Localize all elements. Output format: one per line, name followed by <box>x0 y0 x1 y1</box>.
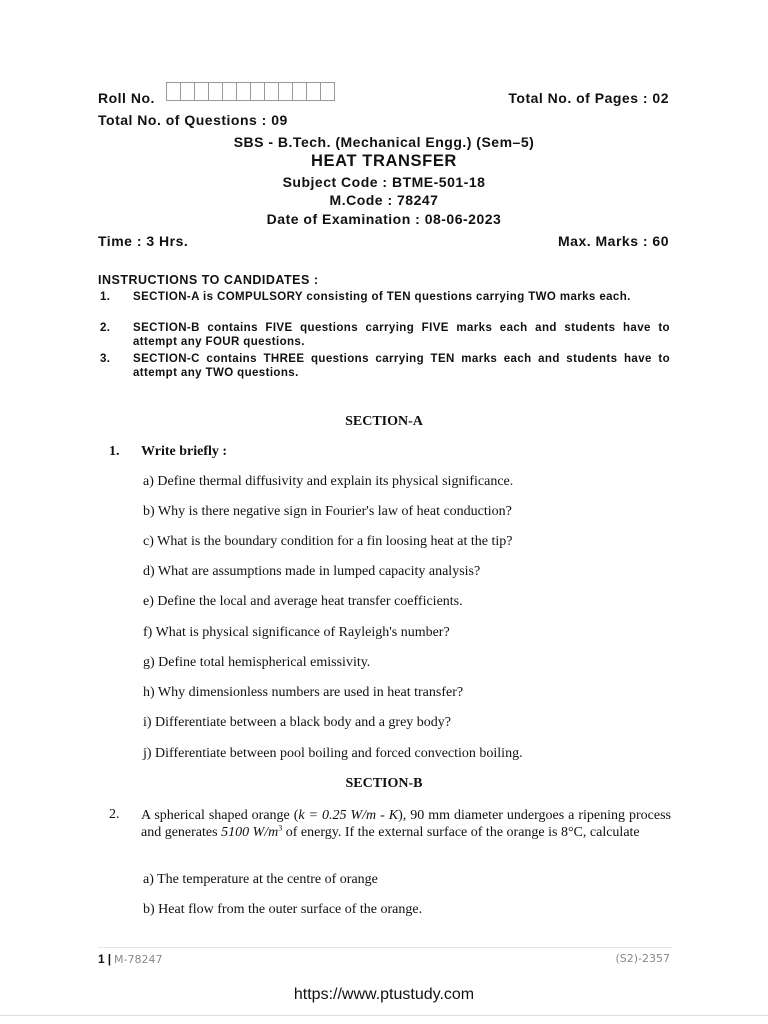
instruction-text: SECTION-A is COMPULSORY consisting of TEN questions carrying TWO marks each. <box>133 291 631 303</box>
question-number: 2. <box>109 807 120 822</box>
roll-no-box <box>306 82 321 101</box>
sub-question-b: b) Heat flow from the outer surface of the orange. <box>143 902 423 917</box>
roll-no-box <box>278 82 293 101</box>
q2-text-part: of energy. If the external surface of the orange is 8°C, calculate <box>282 825 640 840</box>
roll-no-box <box>222 82 237 101</box>
sub-question-g: g) Define total hemispherical emissivity. <box>143 655 371 670</box>
section-a-title: SECTION-A <box>345 414 423 429</box>
roll-no-box <box>180 82 195 101</box>
sub-question-a: a) Define thermal diffusivity and explain its physical significance. <box>143 474 514 489</box>
question-number: 1. <box>109 444 120 459</box>
roll-no-boxes <box>166 82 334 101</box>
k-expression: k = 0.25 W/m - K <box>298 808 399 823</box>
total-questions: Total No. of Questions : 09 <box>98 112 288 128</box>
instruction-item <box>100 321 670 349</box>
footer-mcode: M-78247 <box>114 953 163 966</box>
sub-question-c: c) What is the boundary condition for a fin loosing heat at the tip? <box>143 534 513 549</box>
instruction-item <box>100 352 670 380</box>
superscript: 3 <box>278 823 283 833</box>
max-marks: Max. Marks : 60 <box>558 233 669 249</box>
subject-code: Subject Code : BTME-501-18 <box>282 174 486 190</box>
m-code: M.Code : 78247 <box>329 192 439 208</box>
footer-reference: (S2)-2357 <box>615 952 670 965</box>
sub-question-i: i) Differentiate between a black body and a grey body? <box>143 715 451 730</box>
instruction-number: 3. <box>100 353 111 365</box>
roll-no-box <box>208 82 223 101</box>
section-b-title: SECTION-B <box>345 776 423 791</box>
sub-question-e: e) Define the local and average heat transfer coefficients. <box>143 594 463 609</box>
question-text <box>141 807 671 841</box>
instruction-number: 2. <box>100 322 111 334</box>
exam-date: Date of Examination : 08-06-2023 <box>266 211 502 227</box>
generation-expression: 5100 W/m <box>221 825 279 840</box>
sub-question-b: b) Why is there negative sign in Fourier's law of heat conduction? <box>143 504 512 519</box>
footer-divider <box>98 947 672 948</box>
roll-no-box <box>264 82 279 101</box>
bottom-divider <box>0 1015 768 1016</box>
instructions-title: INSTRUCTIONS TO CANDIDATES : <box>98 273 319 287</box>
q2-text-part: ), 90 mm diameter undergoes a ripening process and generates <box>141 808 671 840</box>
sub-question-j: j) Differentiate between pool boiling and forced convection boiling. <box>143 746 523 761</box>
website-url[interactable]: https://www.ptustudy.com <box>293 986 475 1003</box>
sub-question-a: a) The temperature at the centre of orange <box>143 872 378 887</box>
total-pages: Total No. of Pages : 02 <box>508 90 669 106</box>
page-number: 1 <box>98 952 105 966</box>
program-name: SBS - B.Tech. (Mechanical Engg.) (Sem–5) <box>233 134 535 150</box>
roll-no-label: Roll No. <box>98 90 155 106</box>
page-separator: | <box>107 952 112 966</box>
roll-no-box <box>194 82 209 101</box>
sub-question-h: h) Why dimensionless numbers are used in heat transfer? <box>143 685 464 700</box>
roll-no-box <box>236 82 251 101</box>
exam-time: Time : 3 Hrs. <box>98 233 189 249</box>
sub-question-f: f) What is physical significance of Rayleigh's number? <box>143 625 450 640</box>
course-title: HEAT TRANSFER <box>311 152 457 170</box>
question-text: Write briefly : <box>141 444 228 459</box>
roll-no-box <box>292 82 307 101</box>
instruction-item <box>100 290 670 304</box>
instruction-text: SECTION-C contains THREE questions carrying TEN marks each and students have to attempt any TWO questions. <box>133 353 670 379</box>
roll-no-box <box>320 82 335 101</box>
instruction-text: SECTION-B contains FIVE questions carrying FIVE marks each and students have to attempt any FOUR questions. <box>133 322 670 348</box>
footer-page-info <box>98 952 163 967</box>
instruction-number: 1. <box>100 291 111 303</box>
q2-text-part: A spherical shaped orange ( <box>141 808 299 823</box>
sub-question-d: d) What are assumptions made in lumped capacity analysis? <box>143 564 481 579</box>
roll-no-box <box>166 82 181 101</box>
roll-no-box <box>250 82 265 101</box>
